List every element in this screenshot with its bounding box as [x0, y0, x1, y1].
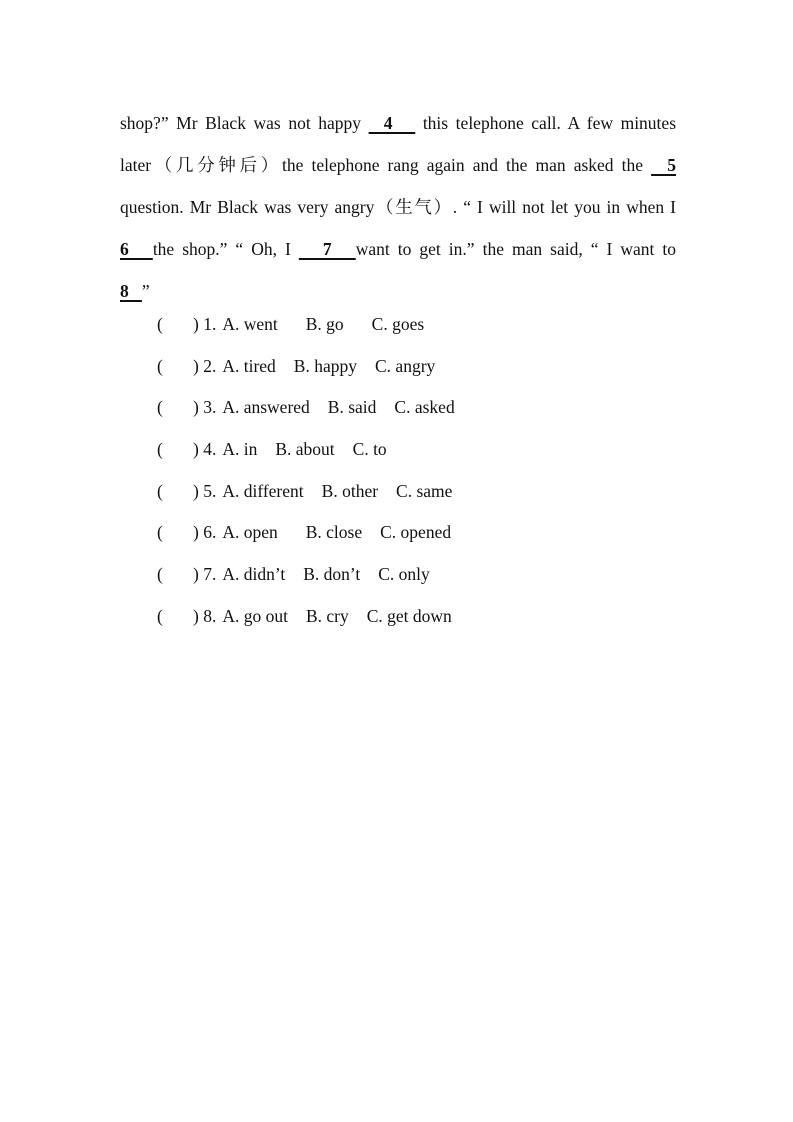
- passage-text: later（几分钟后）the telephone rang again and the man asked the: [120, 155, 652, 175]
- cloze-passage: [120, 102, 676, 312]
- passage-text: want to get in.” the man said, “ I want to: [355, 239, 676, 259]
- passage-text: the shop.” “ Oh, I: [152, 239, 299, 259]
- question-1: [157, 304, 455, 346]
- option-b: B. said: [327, 397, 377, 418]
- question-number: 2.: [203, 355, 217, 376]
- blank-7: 7: [298, 239, 356, 259]
- answer-paren-close: ): [193, 522, 199, 543]
- option-b: B. close: [305, 522, 363, 543]
- answer-paren-open: (: [157, 355, 163, 376]
- answer-paren-open: (: [157, 397, 163, 418]
- answer-paren-open: (: [157, 564, 163, 585]
- question-number: 4.: [203, 439, 217, 460]
- passage-line: [120, 144, 676, 186]
- question-number: 1.: [203, 314, 217, 334]
- question-number: 7.: [203, 564, 217, 585]
- answer-paren-close: ): [193, 439, 199, 460]
- question-7: [157, 554, 455, 596]
- option-c: C. same: [396, 480, 453, 501]
- option-c: C. asked: [394, 397, 455, 418]
- question-3: [157, 387, 455, 429]
- answer-paren-close: ): [193, 314, 199, 334]
- question-number: 5.: [203, 480, 217, 501]
- passage-text: this telephone call. A few minutes: [415, 113, 677, 133]
- question-number: 6.: [203, 522, 217, 543]
- question-5: [157, 471, 455, 513]
- question-number: 8.: [203, 605, 217, 626]
- passage-line: [120, 228, 676, 270]
- option-c: C. to: [352, 439, 387, 460]
- option-b: B. about: [275, 439, 335, 460]
- answer-paren-open: (: [157, 522, 163, 543]
- question-4: [157, 429, 455, 471]
- answer-paren-close: ): [193, 397, 199, 418]
- answer-paren-open: (: [157, 605, 163, 626]
- option-b: B. other: [321, 480, 379, 501]
- option-b: B. happy: [293, 355, 357, 376]
- answer-paren-open: (: [157, 480, 163, 501]
- answer-paren-close: ): [193, 564, 199, 585]
- passage-text: question. Mr Black was very angry（生气）. “ I will not let you in when I: [120, 197, 676, 217]
- answer-paren-open: (: [157, 314, 163, 334]
- option-c: C. only: [378, 564, 430, 585]
- option-a: A. go out: [222, 605, 288, 626]
- option-a: A. different: [222, 480, 304, 501]
- option-c: C. angry: [375, 355, 436, 376]
- option-a: A. didn’t: [222, 564, 286, 585]
- option-b: B. don’t: [303, 564, 361, 585]
- blank-5: 5: [651, 155, 677, 175]
- blank-4: 4: [368, 113, 416, 133]
- passage-text: ”: [141, 281, 150, 301]
- option-a: A. went: [222, 314, 278, 334]
- passage-line: [120, 102, 676, 144]
- question-list: [157, 304, 455, 638]
- answer-paren-close: ): [193, 480, 199, 501]
- answer-paren-open: (: [157, 439, 163, 460]
- question-8: [157, 596, 455, 638]
- question-2: [157, 346, 455, 388]
- option-b: B. cry: [305, 605, 349, 626]
- passage-text: shop?” Mr Black was not happy: [120, 113, 369, 133]
- answer-paren-close: ): [193, 605, 199, 626]
- blank-6: 6: [120, 239, 153, 259]
- option-c: C. get down: [366, 605, 452, 626]
- option-b: B. go: [305, 314, 344, 334]
- option-a: A. open: [222, 522, 278, 543]
- passage-line: [120, 186, 676, 228]
- option-a: A. answered: [222, 397, 310, 418]
- question-number: 3.: [203, 397, 217, 418]
- question-6: [157, 512, 455, 554]
- blank-8: 8: [120, 281, 142, 301]
- answer-paren-close: ): [193, 355, 199, 376]
- option-a: A. in: [222, 439, 258, 460]
- option-c: C. opened: [380, 522, 452, 543]
- option-c: C. goes: [371, 314, 425, 334]
- option-a: A. tired: [222, 355, 276, 376]
